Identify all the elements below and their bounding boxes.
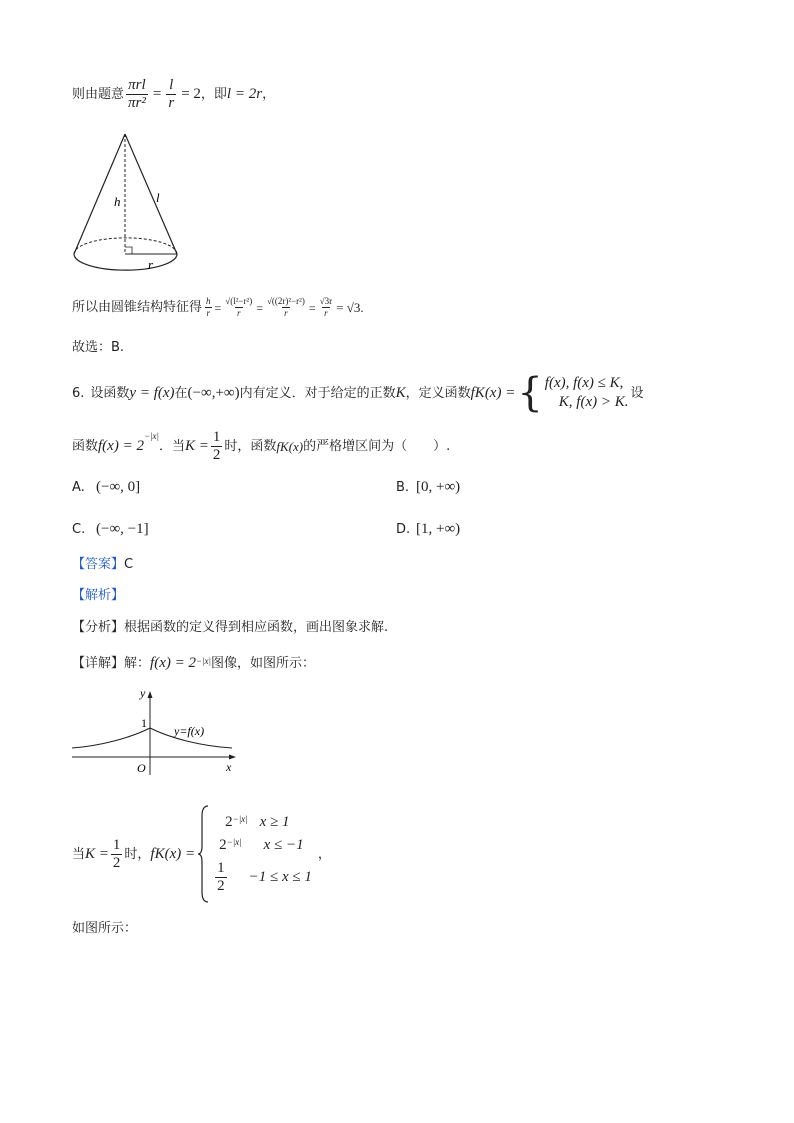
q6-text3: 内有定义．对于给定的正数 bbox=[239, 385, 396, 401]
eq-sign: = bbox=[308, 300, 316, 315]
big-brace-icon bbox=[197, 804, 211, 904]
fraction-half bbox=[215, 861, 227, 894]
q6-K: K bbox=[395, 384, 406, 401]
q6-line2-prefix: 函数 bbox=[72, 439, 99, 454]
graph-label-curve: y=f(x) bbox=[174, 724, 205, 738]
option-b[interactable] bbox=[396, 480, 460, 495]
line1-mid: ，即 bbox=[200, 87, 227, 102]
piecewise-line bbox=[72, 803, 331, 905]
option-letter: D. bbox=[396, 522, 411, 537]
q6-func: y = f(x) bbox=[129, 384, 175, 401]
frac-den: 2 bbox=[112, 854, 121, 871]
detail-text1: 解： bbox=[124, 656, 151, 671]
function-graph bbox=[70, 686, 240, 776]
line1 bbox=[72, 78, 275, 111]
equals: = bbox=[152, 86, 162, 102]
detail-fx: f(x) = 2 bbox=[150, 655, 196, 671]
pw-cond: −1 ≤ x ≤ 1 bbox=[248, 868, 312, 885]
frac-den: r bbox=[284, 308, 288, 318]
option-letter: B. bbox=[396, 480, 410, 495]
pw-row1 bbox=[213, 815, 312, 830]
brace-icon: { bbox=[517, 370, 543, 416]
equals-two: = 2 bbox=[181, 86, 201, 102]
line1-suffix: ， bbox=[262, 87, 276, 102]
q6-fK: fK(x) = bbox=[470, 384, 516, 401]
q6-fKx: fK(x) bbox=[276, 439, 304, 454]
graph-label-o: O bbox=[137, 761, 146, 775]
analysis-text: 根据函数的定义得到相应函数，画出图象求解. bbox=[124, 620, 389, 635]
frac-num: √3r bbox=[319, 296, 333, 306]
pw-cond: x ≤ −1 bbox=[263, 836, 304, 853]
frac-den: 2 bbox=[217, 877, 225, 894]
q6-number: 6. bbox=[72, 385, 85, 401]
line1-result: l = 2r bbox=[226, 86, 263, 102]
q6-domain: (−∞,+∞) bbox=[187, 384, 240, 401]
option-a[interactable] bbox=[72, 480, 140, 495]
option-d[interactable] bbox=[396, 522, 460, 537]
pw-base: 2 bbox=[225, 813, 233, 830]
fraction-sqrt2 bbox=[265, 297, 307, 318]
frac-num: πrl bbox=[128, 77, 146, 93]
q6-text5: 设 bbox=[630, 385, 644, 401]
q6-line1 bbox=[72, 372, 644, 414]
q6-line2 bbox=[72, 430, 450, 463]
q6-text1: 设函数 bbox=[90, 385, 130, 401]
frac-num: 1 bbox=[217, 859, 225, 876]
option-value: (−∞, 0] bbox=[96, 479, 141, 495]
pw-exp: −|x| bbox=[232, 813, 248, 824]
graph-label-x: x bbox=[226, 760, 232, 774]
q6-text4: ，定义函数 bbox=[405, 385, 471, 401]
frac-num: √((2r)²−r²) bbox=[266, 296, 305, 306]
frac-den: r bbox=[324, 308, 328, 318]
line2-prefix: 所以由圆锥结构特征得 bbox=[72, 300, 203, 315]
option-value: (−∞, −1] bbox=[96, 521, 149, 537]
fraction-half bbox=[111, 838, 123, 871]
frac-den: πr² bbox=[128, 95, 146, 111]
answer-value: C bbox=[124, 557, 134, 572]
cone-figure bbox=[70, 130, 182, 278]
option-c[interactable] bbox=[72, 522, 149, 537]
frac-num: √(l²−r²) bbox=[225, 296, 253, 306]
detail-exp: −|x| bbox=[195, 656, 211, 666]
pw-row3 bbox=[213, 861, 312, 894]
q6-case2: K, f(x) > K. bbox=[558, 394, 629, 410]
graph-label-1: 1 bbox=[141, 716, 147, 730]
frac-den: r bbox=[206, 308, 211, 318]
pw-suffix: ， bbox=[317, 846, 331, 862]
pw-cond: x ≥ 1 bbox=[259, 813, 290, 830]
eq-sign: = bbox=[256, 300, 263, 315]
pw-prefix: 当 bbox=[72, 846, 86, 862]
eq-sign: = bbox=[214, 300, 222, 315]
frac-num: 1 bbox=[112, 836, 121, 853]
q6-line2-suffix: 的严格增区间为（ ）. bbox=[303, 439, 451, 454]
analysis-tag: 【解析】 bbox=[72, 588, 125, 603]
fraction-pirl bbox=[126, 78, 148, 111]
graph-label-y: y bbox=[140, 686, 146, 700]
cone-label-h: h bbox=[114, 194, 121, 209]
line1-prefix: 则由题意 bbox=[72, 87, 125, 102]
answer-tag: 【答案】 bbox=[72, 557, 125, 572]
figure-caption: 如图所示： bbox=[72, 921, 138, 936]
line2-result: = √3. bbox=[336, 300, 364, 315]
detail-tag: 【详解】 bbox=[72, 656, 125, 671]
pw-base: 2 bbox=[219, 836, 227, 853]
frac-den: r bbox=[236, 308, 241, 318]
fraction-half bbox=[211, 430, 223, 463]
q6-case1: f(x), f(x) ≤ K, bbox=[544, 375, 624, 391]
pw-mid: 时， bbox=[124, 846, 151, 862]
q6-fx-def: f(x) = 2 bbox=[98, 438, 144, 454]
q6-line2-time: 时，函数 bbox=[224, 439, 277, 454]
detail-text2: 图像，如图所示： bbox=[211, 656, 316, 671]
pw-K-eq: K = bbox=[85, 845, 109, 862]
frac-den: r bbox=[168, 95, 175, 111]
frac-num: 1 bbox=[212, 429, 221, 445]
q6-fx-exp: −|x| bbox=[143, 431, 159, 441]
q6-line2-mid: ．当 bbox=[158, 439, 185, 454]
q6-cases bbox=[545, 376, 629, 410]
option-value: [0, +∞) bbox=[416, 479, 461, 495]
fraction-l-r bbox=[166, 78, 176, 111]
pw-exp: −|x| bbox=[226, 836, 242, 847]
answer-prev: 故选：B. bbox=[72, 340, 125, 355]
frac-num: h bbox=[206, 296, 211, 306]
analysis-line bbox=[72, 621, 388, 634]
pw-row2 bbox=[213, 838, 312, 853]
line2 bbox=[72, 297, 364, 318]
q6-K-eq: K = bbox=[185, 438, 209, 454]
frac-num: l bbox=[169, 77, 174, 93]
q6-text2: 在 bbox=[174, 385, 188, 401]
option-value: [1, +∞) bbox=[416, 521, 461, 537]
option-letter: C. bbox=[72, 522, 86, 537]
detail-line bbox=[72, 656, 315, 671]
pw-rows bbox=[213, 815, 312, 894]
fraction-h-r bbox=[204, 297, 213, 318]
cone-label-l: l bbox=[156, 190, 160, 205]
fraction-sqrt1 bbox=[223, 297, 254, 318]
cone-label-r: r bbox=[148, 257, 154, 272]
analysis-tag-2: 【分析】 bbox=[72, 620, 125, 635]
pw-fK: fK(x) = bbox=[150, 845, 196, 862]
fraction-sqrt3 bbox=[318, 297, 334, 318]
answer-line bbox=[72, 558, 133, 571]
frac-den: 2 bbox=[212, 447, 221, 463]
option-letter: A. bbox=[72, 480, 85, 495]
